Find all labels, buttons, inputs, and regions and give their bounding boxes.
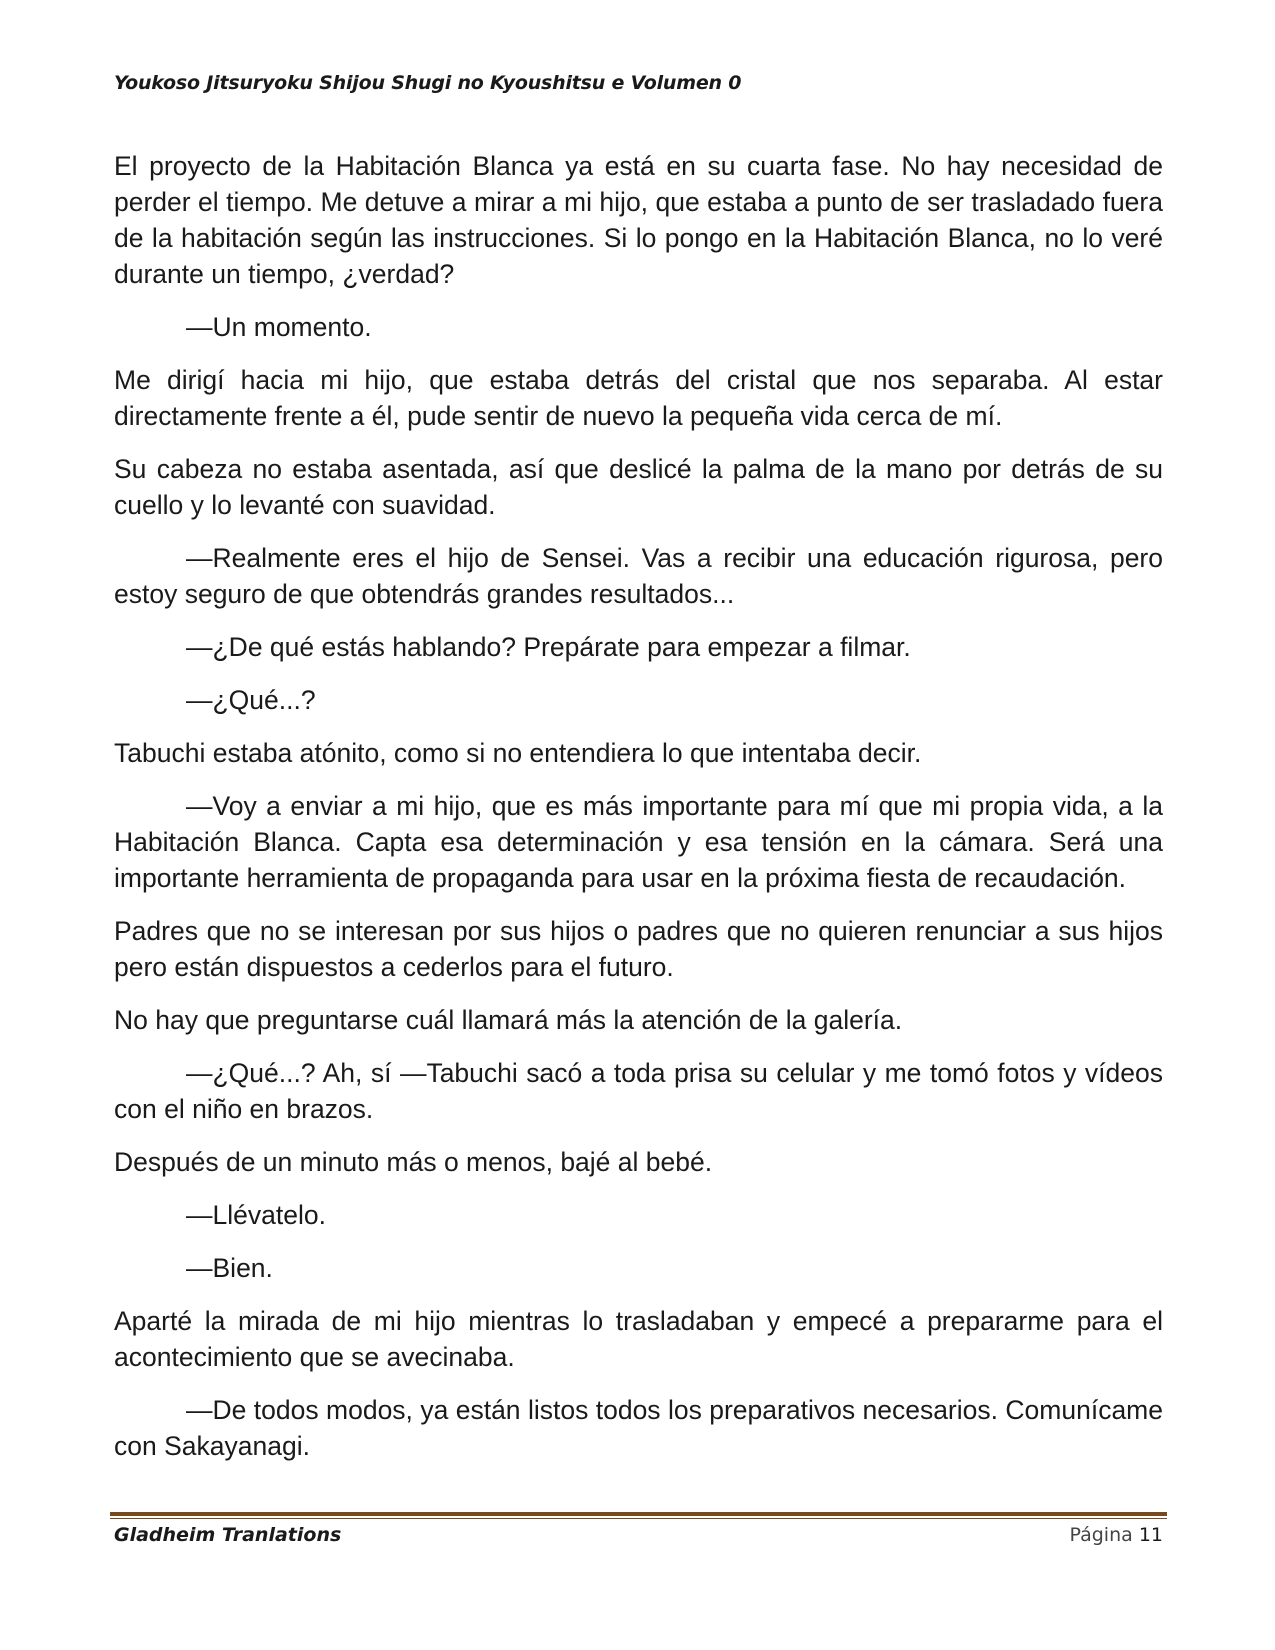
paragraph: —De todos modos, ya están listos todos los preparativos necesarios. Comunícame con Sakayanagi.: [114, 1395, 1163, 1461]
paragraph: El proyecto de la Habitación Blanca ya está en su cuarta fase. No hay necesidad de perder el tiempo. Me detuve a mirar a mi hijo, que estaba a punto de ser trasladado fuera de la habitación según las instrucciones. Si lo pongo en la Habitación Blanca, no lo veré durante un tiempo, ¿verdad?: [114, 151, 1163, 289]
paragraph: Después de un minuto más o menos, bajé al bebé.: [114, 1147, 713, 1177]
paragraph: —Realmente eres el hijo de Sensei. Vas a recibir una educación rigurosa, pero estoy seguro de que obtendrás grandes resultados...: [114, 543, 1163, 609]
paragraph: Aparté la mirada de mi hijo mientras lo trasladaban y empecé a prepararme para el acontecimiento que se avecinaba.: [114, 1306, 1163, 1372]
paragraph: No hay que preguntarse cuál llamará más la atención de la galería.: [114, 1005, 903, 1035]
paragraph: —¿De qué estás hablando? Prepárate para empezar a filmar.: [186, 632, 911, 662]
paragraph: —¿Qué...? Ah, sí —Tabuchi sacó a toda prisa su celular y me tomó fotos y vídeos con el niño en brazos.: [114, 1058, 1163, 1124]
paragraph: —Un momento.: [186, 312, 372, 342]
footer-rule-thin: [110, 1518, 1167, 1519]
paragraph: —Voy a enviar a mi hijo, que es más importante para mí que mi propia vida, a la Habitación Blanca. Capta esa determinación y esa tensión en la cámara. Será una importante herramienta de propaganda para usar en la próxima fiesta de recaudación.: [114, 791, 1163, 893]
paragraph: —Llévatelo.: [186, 1200, 326, 1230]
page-label: Página: [1069, 1524, 1133, 1546]
footer-publisher: Gladheim Tranlations: [114, 1524, 342, 1546]
body-text: [114, 148, 1163, 1481]
footer-page-indicator: [1069, 1524, 1163, 1546]
page-number: 11: [1138, 1524, 1163, 1546]
footer-rule-thick: [110, 1512, 1167, 1516]
paragraph: Me dirigí hacia mi hijo, que estaba detrás del cristal que nos separaba. Al estar directamente frente a él, pude sentir de nuevo la pequeña vida cerca de mí.: [114, 365, 1163, 431]
paragraph: Su cabeza no estaba asentada, así que deslicé la palma de la mano por detrás de su cuello y lo levanté con suavidad.: [114, 454, 1163, 520]
footer-rule: [110, 1512, 1167, 1519]
running-header: Youkoso Jitsuryoku Shijou Shugi no Kyoushitsu e Volumen 0: [114, 72, 742, 94]
paragraph: —Bien.: [186, 1253, 273, 1283]
paragraph: Padres que no se interesan por sus hijos o padres que no quieren renunciar a sus hijos pero están dispuestos a cederlos para el futuro.: [114, 916, 1163, 982]
paragraph: Tabuchi estaba atónito, como si no entendiera lo que intentaba decir.: [114, 738, 922, 768]
paragraph: —¿Qué...?: [186, 685, 316, 715]
